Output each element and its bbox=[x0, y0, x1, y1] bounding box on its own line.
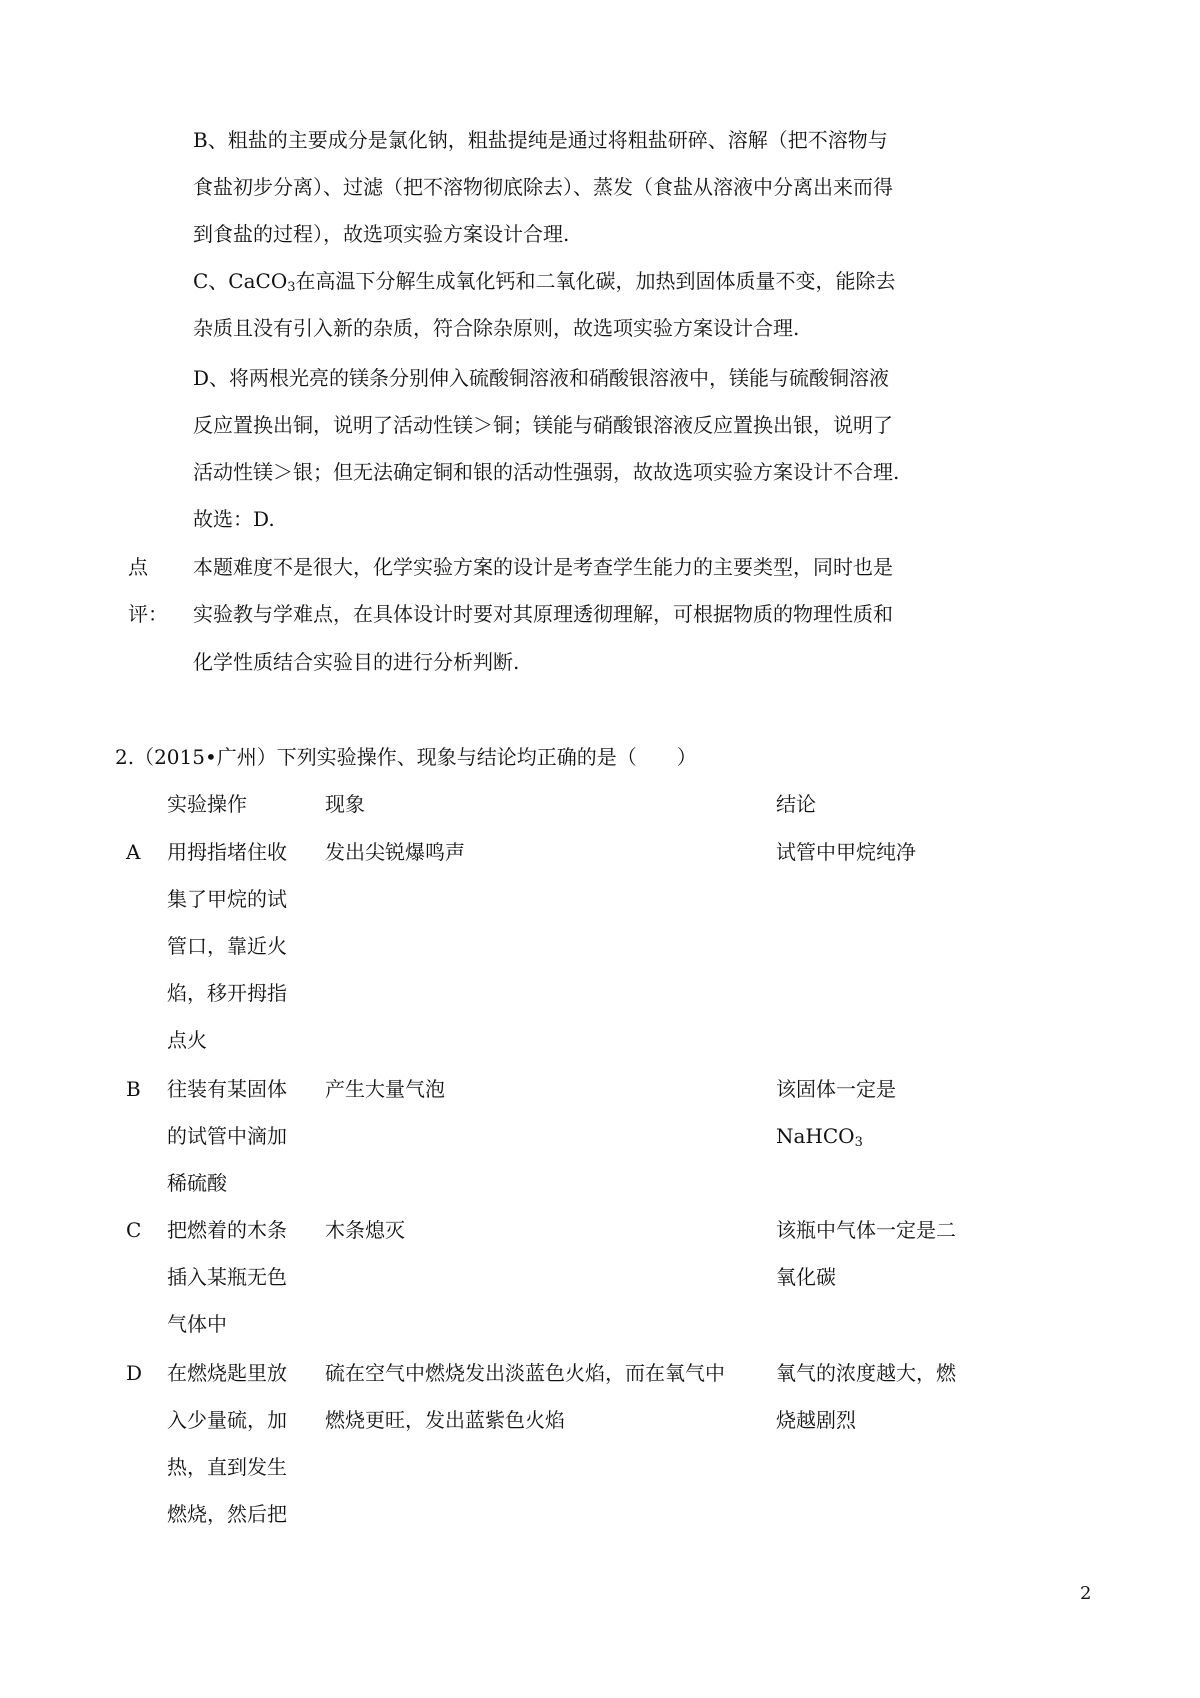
analysis-c-line-1 bbox=[193, 269, 896, 293]
comment-label-1: 点 bbox=[128, 555, 148, 579]
row-d-operation-1: 在燃烧匙里放 bbox=[167, 1361, 287, 1385]
row-d-letter: D bbox=[126, 1361, 143, 1385]
comment-line-2: 实验教与学难点，在具体设计时要对其原理透彻理解，可根据物质的物理性质和 bbox=[193, 602, 893, 626]
analysis-b-line-3: 到食盐的过程），故选项实验方案设计合理. bbox=[193, 222, 570, 246]
analysis-answer: 故选：D. bbox=[193, 507, 275, 531]
row-c-letter: C bbox=[126, 1218, 142, 1242]
row-d-phenomenon-2: 燃烧更旺，发出蓝紫色火焰 bbox=[325, 1408, 565, 1432]
row-b-letter: B bbox=[126, 1077, 141, 1101]
row-b-conclusion-2 bbox=[776, 1124, 863, 1148]
analysis-c-line-2: 杂质且没有引入新的杂质，符合除杂原则，故选项实验方案设计合理. bbox=[193, 316, 800, 340]
analysis-c-prefix: C、CaCO bbox=[193, 269, 288, 293]
header-phenomenon: 现象 bbox=[325, 792, 365, 816]
row-c-conclusion-2: 氧化碳 bbox=[776, 1265, 836, 1289]
row-a-operation-2: 集了甲烷的试 bbox=[167, 887, 287, 911]
row-a-letter: A bbox=[126, 840, 141, 864]
row-b-operation-2: 的试管中滴加 bbox=[167, 1124, 287, 1148]
row-c-phenomenon: 木条熄灭 bbox=[325, 1218, 405, 1242]
analysis-d-line-3: 活动性镁＞银；但无法确定铜和银的活动性强弱，故故选项实验方案设计不合理. bbox=[193, 460, 900, 484]
row-d-conclusion-2: 烧越剧烈 bbox=[776, 1408, 856, 1432]
page-number: 2 bbox=[1080, 1583, 1092, 1604]
row-b-operation-1: 往装有某固体 bbox=[167, 1077, 287, 1101]
row-d-operation-3: 热，直到发生 bbox=[167, 1455, 287, 1479]
row-a-phenomenon: 发出尖锐爆鸣声 bbox=[325, 840, 465, 864]
row-a-operation-5: 点火 bbox=[167, 1028, 207, 1052]
row-c-conclusion-1: 该瓶中气体一定是二 bbox=[776, 1218, 956, 1242]
analysis-b-line-1: B、粗盐的主要成分是氯化钠，粗盐提纯是通过将粗盐研碎、溶解（把不溶物与 bbox=[193, 128, 888, 152]
row-a-operation-1: 用拇指堵住收 bbox=[167, 840, 287, 864]
header-conclusion: 结论 bbox=[776, 792, 816, 816]
comment-line-3: 化学性质结合实验目的进行分析判断. bbox=[193, 650, 520, 674]
analysis-d-line-1: D、将两根光亮的镁条分别伸入硫酸铜溶液和硝酸银溶液中，镁能与硫酸铜溶液 bbox=[193, 366, 890, 390]
header-operation: 实验操作 bbox=[167, 792, 247, 816]
analysis-c-rest: 在高温下分解生成氧化钙和二氧化碳，加热到固体质量不变，能除去 bbox=[295, 269, 896, 293]
row-d-operation-4: 燃烧，然后把 bbox=[167, 1502, 287, 1526]
row-b-formula-subscript: 3 bbox=[854, 1135, 863, 1150]
row-c-operation-1: 把燃着的木条 bbox=[167, 1218, 287, 1242]
row-a-conclusion: 试管中甲烷纯净 bbox=[776, 840, 916, 864]
row-d-operation-2: 入少量硫，加 bbox=[167, 1408, 287, 1432]
analysis-b-line-2: 食盐初步分离）、过滤（把不溶物彻底除去）、蒸发（食盐从溶液中分离出来而得 bbox=[193, 175, 893, 199]
row-b-operation-3: 稀硫酸 bbox=[167, 1171, 227, 1195]
question-2-title: 2.（2015•广州）下列实验操作、现象与结论均正确的是（ ） bbox=[115, 745, 697, 769]
row-d-phenomenon-1: 硫在空气中燃烧发出淡蓝色火焰，而在氧气中 bbox=[325, 1361, 725, 1385]
row-b-formula: NaHCO bbox=[776, 1124, 855, 1148]
row-a-operation-4: 焰，移开拇指 bbox=[167, 981, 287, 1005]
row-c-operation-2: 插入某瓶无色 bbox=[167, 1265, 287, 1289]
comment-line-1: 本题难度不是很大，化学实验方案的设计是考查学生能力的主要类型，同时也是 bbox=[193, 555, 893, 579]
analysis-d-line-2: 反应置换出铜，说明了活动性镁＞铜；镁能与硝酸银溶液反应置换出银，说明了 bbox=[193, 413, 893, 437]
row-b-phenomenon: 产生大量气泡 bbox=[325, 1077, 445, 1101]
comment-label-2: 评： bbox=[128, 602, 168, 626]
row-d-conclusion-1: 氧气的浓度越大，燃 bbox=[776, 1361, 956, 1385]
analysis-c-subscript: 3 bbox=[287, 280, 296, 295]
row-a-operation-3: 管口，靠近火 bbox=[167, 934, 287, 958]
row-c-operation-3: 气体中 bbox=[167, 1312, 227, 1336]
row-b-conclusion-1: 该固体一定是 bbox=[776, 1077, 896, 1101]
